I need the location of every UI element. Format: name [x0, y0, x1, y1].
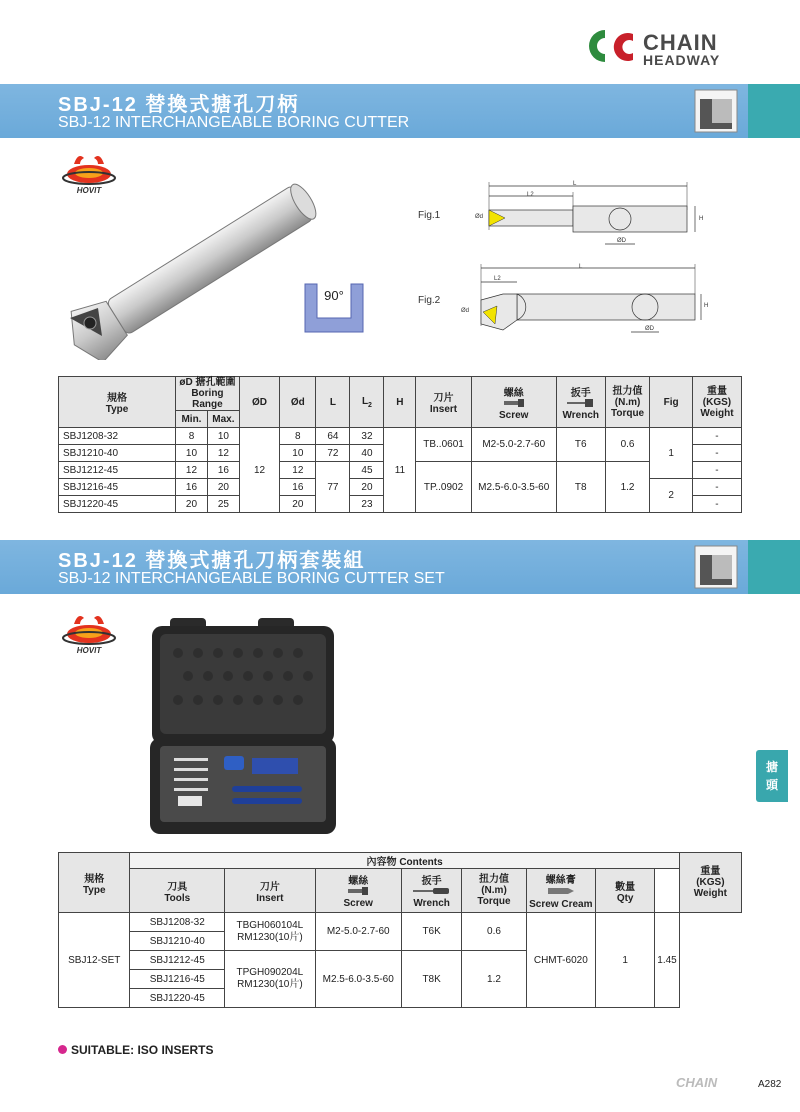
section2-tab: [748, 540, 800, 594]
th-weight: 重量 (KGS) Weight: [692, 377, 741, 428]
technical-drawing: [455, 176, 705, 346]
screwdriver-icon: [413, 887, 451, 895]
table-row: SBJ1210-40: [59, 932, 742, 951]
fig1-label: Fig.1: [418, 210, 441, 221]
th-set-insert: 刀片 Insert: [225, 869, 316, 913]
chain-headway-mark-icon: [575, 26, 639, 66]
table-row: SBJ1212-45 12 16 12 77 45 TP..0902 M2.5-6.0-3.5-60 T8 1.2 -: [59, 462, 742, 479]
angle-value: 90°: [324, 288, 344, 303]
brand-subname: HEADWAY: [643, 52, 721, 68]
spec-table: [58, 376, 742, 513]
wrench-icon: [567, 399, 595, 407]
th-set-type: 規格 Type: [59, 853, 130, 913]
fig1-dim-od: Ød: [475, 214, 484, 220]
brand-name: CHAIN: [643, 30, 718, 55]
brand-logo: [575, 26, 755, 70]
angle-badge: [303, 282, 365, 334]
cutter-set-case-image: [148, 618, 338, 836]
section1-header: [0, 84, 748, 138]
fig1-dim-H: H: [699, 216, 704, 222]
th-screw: 螺絲 Screw: [471, 377, 556, 428]
th-contents: 內容物 Contents: [130, 853, 679, 869]
cream-tube-icon: [546, 886, 576, 896]
section2-title-en: SBJ-12 INTERCHANGEABLE BORING CUTTER SET: [58, 570, 445, 587]
page-number: A282: [758, 1079, 782, 1090]
th-set-screw: 螺絲 Screw: [315, 869, 401, 913]
th-oD: ØD: [239, 377, 279, 428]
th-set-weight: 重量 (KGS) Weight: [679, 853, 741, 913]
th-range: øD 搪孔範圍 Boring Range: [176, 377, 240, 411]
th-insert: 刀片 Insert: [416, 377, 471, 428]
th-cream: 螺絲膏 Screw Cream: [526, 869, 596, 913]
th-min: Min.: [176, 411, 208, 428]
hovit-label: HOVIT: [76, 646, 102, 655]
section1-title-en: SBJ-12 INTERCHANGEABLE BORING CUTTER: [58, 114, 410, 131]
section2-title-zh: SBJ-12 替換式搪孔刀柄套裝組: [58, 550, 366, 572]
boring-profile-icon: [694, 89, 738, 133]
table-row: SBJ12-SET SBJ1208-32 TBGH060104L RM1230(10片) M2-5.0-2.7-60 T6K 0.6 CHMT-6020 1 1.45: [59, 913, 742, 932]
fig1-dim-L2: L2: [527, 192, 534, 198]
fig1-dim-L: L: [573, 181, 577, 187]
fig1-dim-oD: ØD: [617, 238, 626, 244]
screw-icon: [346, 887, 370, 895]
th-max: Max.: [207, 411, 239, 428]
fig2-dim-L: L: [579, 264, 583, 270]
fig2-dim-H: H: [704, 303, 709, 309]
suitable-note: SUITABLE: ISO INSERTS: [58, 1043, 213, 1057]
table-row: SBJ1216-45 16 20 16 20 2 -: [59, 479, 742, 496]
th-type: 規格 Type: [59, 377, 176, 428]
th-wrench: 扳手 Wrench: [556, 377, 605, 428]
th-tools: 刀具 Tools: [130, 869, 225, 913]
table-row: SBJ1208-32 8 10 12 8 64 32 11 TB..0601 M2-5.0-2.7-60 T6 0.6 1 -: [59, 428, 742, 445]
bullet-dot-icon: [58, 1045, 67, 1054]
th-torque: 扭力值 (N.m) Torque: [605, 377, 650, 428]
fig2-dim-L2: L2: [494, 276, 501, 282]
table-row: SBJ1220-45: [59, 989, 742, 1008]
hovit-crab-icon: [54, 610, 124, 646]
table-row: SBJ1216-45: [59, 970, 742, 989]
set-table: [58, 852, 742, 1008]
th-set-torque: 扭力值 (N.m) Torque: [462, 869, 526, 913]
th-qty: 數量 Qty: [596, 869, 655, 913]
hovit-label: HOVIT: [76, 186, 102, 195]
fig2-dim-oD: ØD: [645, 326, 654, 332]
fig2-dim-od: Ød: [461, 308, 470, 314]
fig2-label: Fig.2: [418, 295, 441, 306]
table-row: SBJ1220-45 20 25 20 23 -: [59, 496, 742, 513]
section1-title-zh: SBJ-12 替換式搪孔刀柄: [58, 94, 300, 116]
th-H: H: [384, 377, 416, 428]
section1-tab: [748, 84, 800, 138]
side-category-tab: 搪 頭: [756, 750, 788, 802]
footer-brand: CHAIN: [676, 1075, 718, 1090]
boring-profile-icon: [694, 545, 738, 589]
th-fig: Fig: [650, 377, 693, 428]
table-row: SBJ1212-45 TPGH090204L RM1230(10片) M2.5-6.0-3.5-60 T8K 1.2: [59, 951, 742, 970]
th-set-wrench: 扳手 Wrench: [401, 869, 462, 913]
screw-icon: [502, 399, 526, 407]
section2-header: [0, 540, 748, 594]
th-L2: $L_2$: [350, 377, 384, 428]
table-row: SBJ1210-40 10 12 10 72 40 -: [59, 445, 742, 462]
hovit-logo: [54, 610, 124, 660]
th-L: L: [316, 377, 350, 428]
th-od: Ød: [280, 377, 316, 428]
